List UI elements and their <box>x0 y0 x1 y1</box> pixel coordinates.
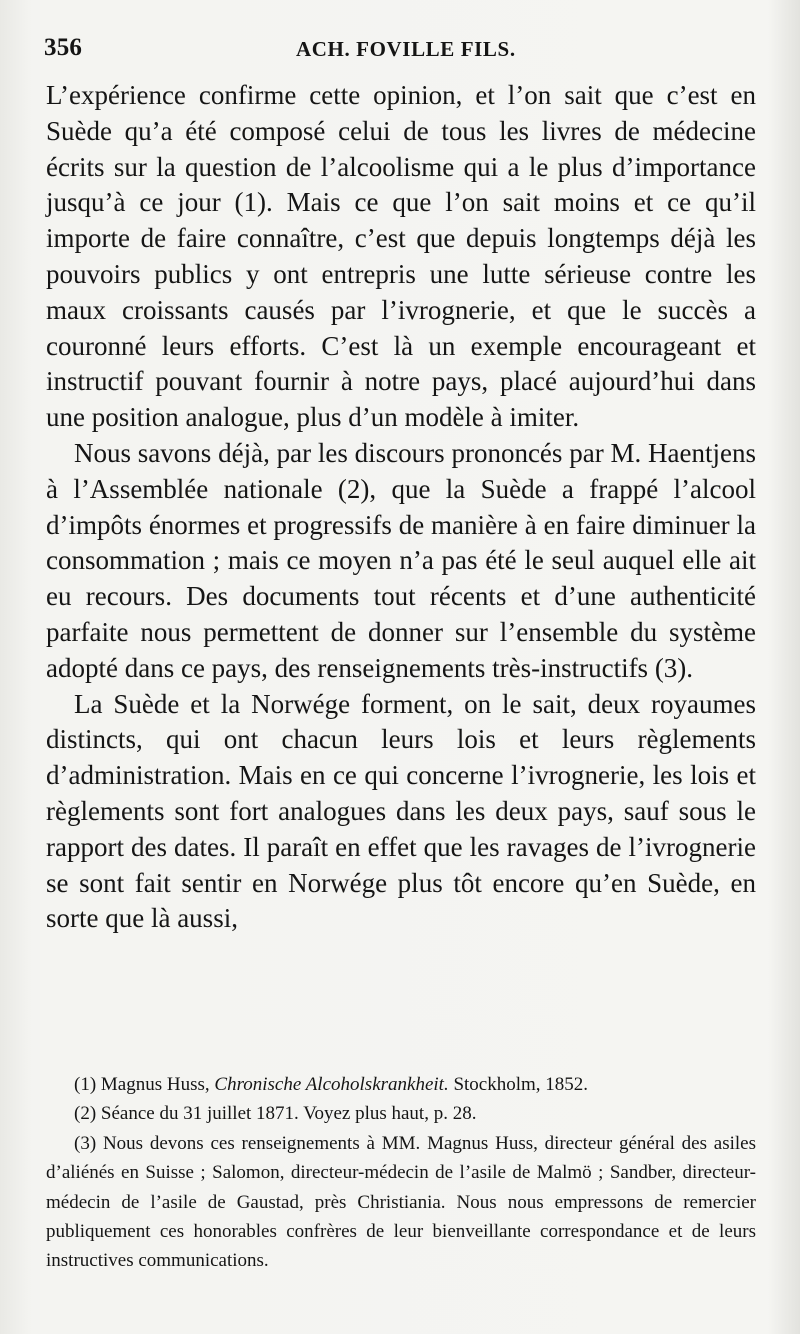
page-header <box>44 34 756 74</box>
footnotes <box>46 1070 756 1276</box>
paragraph-2: Nous savons déjà, par les discours prononcés par M. Haentjens à l’Assemblée nationale (2), que la Suède a frappé l’alcool d’impôts énormes et progressifs de manière à en faire diminuer la consommation ; mais ce moyen n’a pas été le seul auquel elle ait eu recours. Des documents tout récents et d’une authenticité parfaite nous permettent de donner sur l’ensemble du système adopté dans ce pays, des renseignements très-instructifs (3). <box>46 437 756 683</box>
paragraph-3: La Suède et la Norwége forment, on le sait, deux royaumes distincts, qui ont chacun leurs lois et leurs règlements d’administration. Mais en ce qui concerne l’ivrognerie, les lois et règlements sont fort analogues dans les deux pays, sauf sous le rapport des dates. Il paraît en effet que les ravages de l’ivrognerie se sont fait sentir en Norwége plus tôt encore qu’en Suède, en sorte que là aussi, <box>46 688 756 934</box>
footnote-1 <box>46 1070 756 1099</box>
footnote-1-title: Chronische Alcoholskrankheit. <box>214 1074 449 1095</box>
paragraph-1: L’expérience confirme cette opinion, et l’on sait que c’est en Suède qu’a été composé celui de tous les livres de médecine écrits sur la question de l’alcoolisme qui a le plus d’importance jusqu’à ce jour (1). Mais ce que l’on sait moins et ce qu’il importe de faire connaître, c’est que depuis longtemps déjà les pouvoirs publics y ont entrepris une lutte sérieuse contre les maux croissants causés par l’ivrognerie, et que le succès a couronné leurs efforts. C’est là un exemple encourageant et instructif pouvant fournir à notre pays, placé aujourd’hui dans une position analogue, plus d’un modèle à imiter. <box>46 80 756 433</box>
footnote-1-rest: Stockholm, 1852. <box>453 1074 589 1095</box>
page-number: 356 <box>44 34 83 61</box>
footnote-2: (2) Séance du 31 juillet 1871. Voyez plus haut, p. 28. <box>74 1103 477 1125</box>
footnote-1-marker: (1) <box>74 1074 97 1095</box>
main-text <box>46 78 756 937</box>
running-title: ACH. FOVILLE FILS. <box>296 37 516 61</box>
footnote-3: (3) Nous devons ces renseignements à MM. Magnus Huss, directeur général des asiles d’aliénés en Suisse ; Salomon, directeur-médecin de l’asile de Malmö ; Sandber, directeur-médecin de l’asile de Gaustad, près Christiania. Nous nous empressons de remercier publiquement ces honorables confrères de leur bienveillante correspondance et de leurs instructives communications. <box>46 1132 756 1272</box>
footnote-1-author: Magnus Huss, <box>100 1074 210 1095</box>
